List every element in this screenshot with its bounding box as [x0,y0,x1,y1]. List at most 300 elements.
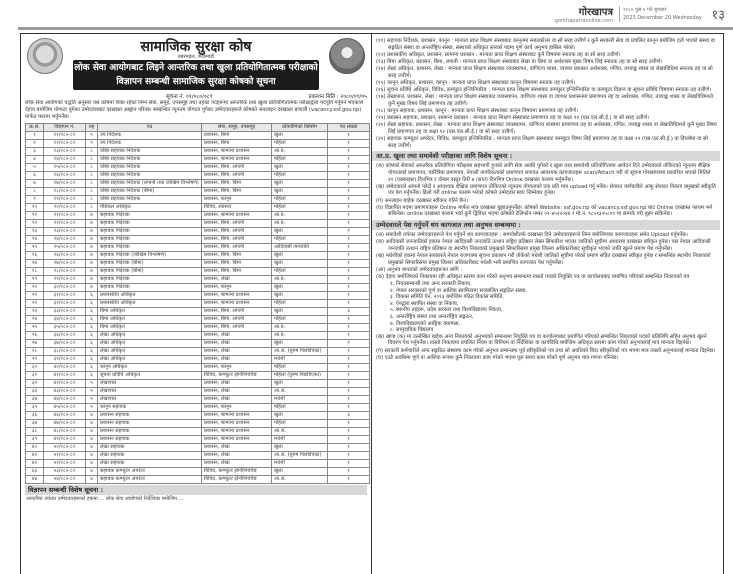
table-cell: १ [328,300,370,308]
table-cell: ३९/०८०-८१ [44,356,86,364]
table-cell: ५२/०८०-८१ [44,460,86,468]
table-cell: १८/०८०-८१ [44,188,86,196]
table-cell: प्रशासन, बिमा, बिमा [202,260,272,268]
table-cell: आ.प्र. [272,212,328,220]
table-cell: प्रशासन, लेखा [202,356,272,364]
table-row [26,260,370,268]
table-cell: लेखा सहायक [98,452,202,460]
table-header-cell: विज्ञापन नं. [44,124,86,132]
notice-right-column [372,33,724,574]
table-cell: वरिष्ठ सहायक निर्देशक [98,156,202,164]
table-header-cell: पद [98,124,202,132]
table-cell: प्रशासन, सामान्य प्रशासन [202,212,272,220]
table-cell: ६ [86,324,98,332]
table-cell: १ [328,348,370,356]
table-cell: ३२/०८०-८१ [44,300,86,308]
table-cell: १ [328,316,370,324]
publication-date: प्रकाशन मिति : २०८०/०९/०५ [308,94,367,100]
table-cell: १ [328,188,370,196]
table-cell: ४६/०८०-८१ [44,412,86,420]
table-cell: खुला [272,468,328,476]
table-cell: ७ [86,276,98,284]
table-cell: ४ [86,476,98,484]
table-cell: सहायक कम्प्युटर अपरेटर [98,468,202,476]
notice-intro: लोक सेवा आयोगको पद्धति अनुसार यस कोषमा रिक्त रहेका निम्न सेवा, समूह, उपसमूह तथा तहका पदहरूमा आन्तरिक तथा खुला प्रतियोगितात्मक परीक्षाद्वारा पदपूर्ति गर्नुपर्ने भएकाले देहाय बमोजिम योग्यता पुगेका उम्मेदवारबाट दरखास्त आह्वान गरिन्छ। सम्बन्धित न्यूनतम योग्यता पुगेका उम्मेदवारहरूले कोषको अनलाइन दरखास्त प्रणाली (vacancy.ssf.gov.np) मार्फत फाराम भर्नुपर्नेछ। [25,100,364,120]
table-row [26,284,370,292]
table-cell: वरिष्ठ सहायक निर्देशक (लगानी तथा जोखिम विश्लेषण) [98,180,202,188]
table-cell: प्रशासन, कानून [202,404,272,412]
table-cell: प्रशासन, बिमा, लगानी [202,172,272,180]
table-cell: प्रशासन, बिमा, लगानी [202,236,272,244]
table-cell: प्रशासन, लेखा [202,444,272,452]
table-cell: ४०/०८०-८१ [44,364,86,372]
table-header-cell: क्र.सं. [26,124,44,132]
ssf-umbrella-logo-icon [329,38,365,74]
table-cell: प्रशासन, लेखा [202,388,272,396]
table-cell: प्रशासन, कानून [202,196,272,204]
table-cell: महिला [272,140,328,148]
experience-item: (घ) एउटै अवधिमा पूर्ण वा आंशिक रूपमा कुनै निकायमा काम गरेको भएमा पूरा समय काम गरेको पूर्ण अनुभव मात्र गणना गरिनेछ। [376,354,619,361]
institution-list-item: ६. अन्तर्राष्ट्रिय संस्था तथा अन्तर्राष्ट्रिय सङ्गठन, [390,314,474,321]
table-cell: ६ [86,356,98,364]
table-cell: ८ [86,172,98,180]
table-cell: १९/०८०-८१ [44,196,86,204]
table-row [26,380,370,388]
table-cell: ४४ [26,476,44,484]
table-cell: ७ [26,180,44,188]
table-cell: सहायक निर्देशक [98,276,202,284]
table-cell: २३/०८०-८१ [44,228,86,236]
table-cell: १ [328,332,370,340]
document-item: (आ) अनुभव बापतको उम्मेदवारहरूका लागि : [376,266,463,273]
table-cell: ४ [86,412,98,420]
table-cell: ४ [86,436,98,444]
table-cell: ९ [86,132,98,140]
table-cell: मधेशी [272,460,328,468]
table-cell: ४ [86,420,98,428]
table-cell: प्रशासन, कानून [202,364,272,372]
issue-date [623,6,703,22]
table-cell: आ.प्र. [272,148,328,156]
table-cell: १ [328,468,370,476]
table-cell: ८ [86,204,98,212]
table-cell: प्रशासन, लेखा [202,452,272,460]
table-cell: ६ [26,172,44,180]
table-cell: ५ [86,396,98,404]
table-cell: १७/०८०-८१ [44,180,86,188]
table-cell: खुला [272,188,328,196]
table-cell: १ [328,452,370,460]
table-cell: १ [328,284,370,292]
table-cell: २७ [26,340,44,348]
paper-website: gorkhapatraonline.com [554,18,613,24]
table-cell: सहायक निर्देशक (बीमा) [98,260,202,268]
page-number: १३ [711,8,725,23]
table-cell: १ [328,436,370,444]
table-cell: ७ [86,260,98,268]
notice-left-column [20,33,372,574]
table-body [26,132,370,484]
table-cell: ४ [86,468,98,476]
table-cell: ४८/०८०-८१ [44,428,86,436]
table-header-cell: पद संख्या [328,124,370,132]
table-cell: ३ [328,308,370,316]
table-cell: २८/०८०-८१ [44,268,86,276]
table-cell: लेखा सहायक [98,444,202,452]
table-cell: ७ [86,268,98,276]
table-cell: ५ [86,388,98,396]
table-cell: १ [328,388,370,396]
paper-name: गोरखापत्र [578,7,613,18]
table-cell: प्रशासन, लेखा [202,348,272,356]
table-cell: १३ [26,228,44,236]
table-cell: उप निर्देशक [98,140,202,148]
table-header-row [26,124,370,132]
special-notice-item: (क) कोषको सेवाको आन्तरिक प्रतियोगिता परीक्षामा सहभागी हुनको लागि सेवा अवधि पुगेको र खुला तथा समावेशी प्रतियोगितामा आवेदन दिने उम्मेदवारले तोकिएको न्यूनतम शैक्षिक योग्यताको प्रमाणपत्र, चारित्रिक प्रमाणपत्र, नेपाली नागरिकताको प्रमाणपत्र लगायत आवश्यक कागजातहरू scan/Attach गरी यो सूचना गोरखापत्रमा प्रकाशित भएको मितिले २१ (एक्काइस) दिनभित्र र दोब्बर दस्तुर तिरी ७ (सात) दिनभित्र Online दरखास्त फाराम भर्नुपर्नेछ। [376,163,711,183]
table-cell: महिला [272,404,328,412]
table-row [26,188,370,196]
table-cell: १५ [26,244,44,252]
table-cell: १६/०८०-८१ [44,172,86,180]
table-cell: २ [26,140,44,148]
table-cell: ८ [86,180,98,188]
table-cell: वरिष्ठ सहायक निर्देशक [98,148,202,156]
table-cell: विविध, कम्प्युटर इन्जिनियरिङ [202,468,272,476]
table-cell: खुला [272,412,328,420]
table-cell: ६ [86,308,98,316]
banner-line-2: विज्ञापन सम्बन्धी सामाजिक सुरक्षा कोषको सूचना [116,77,276,87]
table-cell: प्रशासकीय अधिकृत [98,300,202,308]
table-row [26,388,370,396]
table-cell: ५ [86,404,98,412]
table-cell: १ [328,260,370,268]
table-cell: सहायक निर्देशक [98,212,202,220]
table-row [26,140,370,148]
table-cell: प्रशासन, सामान्य प्रशासन [202,156,272,164]
paper-brand [555,4,613,24]
table-row [26,356,370,364]
table-row [26,396,370,404]
table-cell: ४१ [26,452,44,460]
table-cell: ३७/०८०-८१ [44,340,86,348]
table-cell: ४४/०८०-८१ [44,396,86,404]
table-cell: लेखा अधिकृत [98,356,202,364]
table-cell: प्रशासन, सामान्य प्रशासन [202,436,272,444]
masthead-rule [18,27,733,30]
table-row [26,156,370,164]
table-row [26,204,370,212]
table-cell: महिला (पुरुष पिछडिएका) [272,372,328,380]
table-cell: उप निर्देशक [98,132,202,140]
table-cell: ४७/०८०-८१ [44,420,86,428]
table-cell: १ [26,132,44,140]
qualification-item: (११) सहायक निर्देशक, प्रशासन, कानून : मान्यता प्राप्त शिक्षण संस्थाबाट कानूनमा स्नातकोत्तर वा सो सरह उत्तीर्ण र कुनै सरकारी सेवा वा प्रचलित कानून बमोजिम दर्ता भएको संस्था वा सङ्गठित संस्था वा अन्तर्राष्ट्रिय संस्था, संस्थाको अधिकृत स्तरको पदमा पूर्ण कार्य अनुभव हासिल गरेको। [376,38,715,51]
table-cell: ९ [86,140,98,148]
table-row [26,444,370,452]
table-cell: प्रशासन, बिमा, लगानी [202,164,272,172]
table-cell: खुला [272,444,328,452]
table-cell: लेखापाल [98,388,202,396]
table-cell: २ [328,340,370,348]
experience-item: (ग) सरकारी कर्मचारीले अन्य सङ्गठित संस्थामा काम गरेको अनुभव सम्बन्धमा पूर्व स्वीकृतिको पत्र तथा सो अवधिको बिदा स्वीकृतिको पत्र भएमा मात्र त्यस्तो अनुभवलाई मान्यता दिइनेछ। [376,347,716,354]
table-row [26,268,370,276]
table-cell: ३६ [26,412,44,420]
table-cell: खुला [272,284,328,292]
table-cell: ९ [26,196,44,204]
table-cell: प्रशासन, सामान्य प्रशासन [202,420,272,428]
table-row [26,212,370,220]
table-cell: १२/०८०-८१ [44,140,86,148]
section-heading-special-notice: आ.प्र. खुला तथा समावेशी परीक्षाका लागि विशेष सूचना : [372,151,720,161]
table-cell: प्रशासन, लेखा [202,460,272,468]
table-cell: प्रशासन, सामान्य प्रशासन [202,412,272,420]
table-cell: १ [328,268,370,276]
table-row [26,236,370,244]
table-cell: २५ [26,324,44,332]
table-cell: प्रशासन सहायक [98,420,202,428]
table-cell: २४ [26,316,44,324]
special-notice-heading: विज्ञापन सम्बन्धी विशेष सूचना : [25,485,367,495]
table-cell: ५ [86,380,98,388]
table-cell: ८ [86,196,98,204]
table-header-cell: प्रतियोगिको किसिम [272,124,328,132]
table-cell: खुला [272,380,328,388]
table-row [26,276,370,284]
table-cell: १ [328,140,370,148]
table-row [26,180,370,188]
table-row [26,372,370,380]
qualification-item: (१६) सूचना प्रविधि अधिकृत, विविध, कम्प्युटर इन्जिनियरिङ : मान्यता प्राप्त शिक्षण संस्थाबाट कम्प्युटर इन्जिनियरिङ वा कम्प्युटर विज्ञान वा सूचना प्रविधि विषयमा स्नातक तह उत्तीर्ण। [376,87,712,94]
table-cell: खुला [272,164,328,172]
table-cell: विविध, स्वास्थ्य [202,204,272,212]
table-cell: २७/०८०-८१ [44,260,86,268]
table-cell: प्रशासन, बिमा, लगानी [202,220,272,228]
institution-list-item: १. नियतसम्बन्धी तथा अन्य सरकारी निकाय, [390,281,472,288]
table-cell: प्रशासन, बिमा, लगानी [202,228,272,236]
table-cell: ६ [86,332,98,340]
table-cell: २०/०८०-८१ [44,204,86,212]
table-cell: १५/०८०-८१ [44,164,86,172]
table-cell: ३१ [26,372,44,380]
notice-banner [73,60,319,90]
table-cell: १ [328,172,370,180]
table-cell: महिला [272,268,328,276]
table-cell: ३ [328,412,370,420]
table-cell: बिमा अधिकृत [98,316,202,324]
table-cell: १४ [26,236,44,244]
table-cell: ४ [86,428,98,436]
table-cell: सहायक कम्प्युटर अपरेटर [98,476,202,484]
table-cell: १ [328,164,370,172]
table-cell: बिमा अधिकृत [98,324,202,332]
table-row [26,340,370,348]
table-cell: २१/०८०-८१ [44,212,86,220]
table-cell: खुला [272,260,328,268]
qualification-item: (१७) लेखापाल, प्रशासन, लेखा : मान्यता प्राप्त शिक्षण संस्थाबाट व्यवस्थापन, वाणिज्य शास्त्र वा व्यापार प्रशासनमा प्रमाणपत्र तह वा अर्थशास्त्र, गणित, तथ्याङ्क शास्त्र वा लेखाविधिमध्ये कुनै मुख्य विषय लिई प्रमाणपत्र तह उत्तीर्ण। [376,94,713,107]
newspaper-masthead [0,0,733,28]
table-cell: ६ [86,372,98,380]
table-row [26,404,370,412]
table-cell: सूचना प्रविधि अधिकृत [98,372,202,380]
table-cell: कानून अधिकृत [98,364,202,372]
table-cell: १ [328,460,370,468]
table-cell: प्रशासन सहायक [98,412,202,420]
table-cell: प्रशासन, बिमा, लगानी [202,308,272,316]
institution-list-item: ७. विश्वविद्यालयको आङ्गिक क्याम्पस, [390,320,461,327]
document-item: (ख) मधेशीको हकमा नेपाल सरकारले नेपाल राजपत्रमा सूचना प्रकाशन गरी तोकेको मधेशी जातिको सूचीमा परेको प्रमाण सहित दरखास्त स्वीकृत हुनेछ र सम्बन्धित स्थानीय निकायको प्रमुखको सिफारिसमा प्रमुख जिल्ला अधिकारीबाट मधेशी भनी प्रमाणित कागजात पेश गर्नुपर्नेछ। [376,252,711,266]
table-cell: प्रशासन, बिमा, लगानी [202,316,272,324]
table-cell: प्रशासकीय अधिकृत [98,292,202,300]
table-cell: खुला [272,228,328,236]
institution-list-item: ४. ऐनद्वारा स्थापित संस्था वा निकाय, [390,300,459,307]
table-cell: ८ [26,188,44,196]
table-cell: १ [328,372,370,380]
table-cell: आ.ज. (पुरुष पिछडिएका) [272,348,328,356]
table-cell: ४९/०८०-८१ [44,436,86,444]
table-cell: महिला [272,300,328,308]
table-cell: लेखा अधिकृत [98,348,202,356]
table-cell: महिला [272,172,328,180]
table-row [26,316,370,324]
table-cell: २९/०८०-८१ [44,276,86,284]
table-cell: १ [328,324,370,332]
table-cell: ४३/०८०-८१ [44,388,86,396]
table-cell: १ [328,180,370,188]
table-cell: प्रशासन, सामान्य प्रशासन [202,148,272,156]
table-cell: ६ [86,348,98,356]
table-cell: सहायक निर्देशक [98,244,202,252]
table-cell: ३६/०८०-८१ [44,332,86,340]
table-cell: लेखापाल [98,396,202,404]
table-cell: प्रशासन, सामान्य प्रशासन [202,300,272,308]
table-cell: ४३ [26,468,44,476]
vacancy-table [25,123,370,484]
table-row [26,252,370,260]
table-row [26,412,370,420]
table-cell: २२/०८०-८१ [44,220,86,228]
table-cell: २६ [26,332,44,340]
table-cell: सहायक निर्देशक [98,220,202,228]
table-cell: १ [328,356,370,364]
table-cell: ११ [26,212,44,220]
table-cell: महिला [272,316,328,324]
table-row [26,452,370,460]
table-cell: विविध, कम्प्युटर इन्जिनियरिङ [202,476,272,484]
table-cell: बिमा अधिकृत [98,308,202,316]
table-cell: वरिष्ठ सहायक निर्देशक (बीमा) [98,188,202,196]
table-cell: आ.ज. (पुरुष पिछडिएका) [272,452,328,460]
table-cell: ३२ [26,380,44,388]
table-cell: ८ [86,148,98,156]
table-cell: १ [328,196,370,204]
table-cell: ३०/०८०-८१ [44,284,86,292]
table-cell: सहायक निर्देशक (बीमा) [98,268,202,276]
table-cell: ७ [86,212,98,220]
table-row [26,308,370,316]
table-cell: सहायक निर्देशक (जोखिम विश्लेषण) [98,252,202,260]
table-header-cell: तह [86,124,98,132]
table-cell: ७ [86,236,98,244]
qualification-item: (२०) लेखा सहायक, प्रशासन, लेखा : मान्यता प्राप्त शिक्षण संस्थाबाट व्यवस्थापन, वाणिज्य शास्त्रमा प्रमाणपत्र तह वा अर्थशास्त्र, गणित, तथ्याङ्क शास्त्र वा लेखाविधिमध्ये कुनै मुख्य विषय लिई प्रमाणपत्र तह वा कक्षा १२ (एस.एल.सी.ई.) वा सो सरह उत्तीर्ण। [376,122,717,136]
special-notice-text: आन्तरिक तर्फका उम्मेदवारहरूको हकमा ... लोक सेवा आयोगको निर्देशिका बमोजिम ... [26,496,184,502]
table-cell: २० [26,284,44,292]
table-cell: महिला [272,196,328,204]
table-cell: ८ [86,156,98,164]
table-cell: १ [328,132,370,140]
table-cell: ४ [86,460,98,468]
table-cell: ४० [26,444,44,452]
table-cell: आ.प्र. [272,332,328,340]
table-cell: ३० [26,364,44,372]
table-cell: मधेशी [272,356,328,364]
experience-item: (ख) खण्ड (क) मा उल्लेखित बाहेक अन्य निकायको अनुभवको सम्बन्धमा नियुक्ति पत्र वा कार्यालयबाट प्रमाणित गरिएको सम्बन्धित निकायको पदको प्रतिलिपि सहित अनुभव खुल्ने विवरण पेश गर्नुपर्नेछ। त्यस्तो निकायमा प्रचलित नियम वा विनियम वा निर्देशिका वा कार्यविधि बमोजिम अधिकृत स्तरमा काम गरेको अनुभवलाई मात्र मान्यता दिइनेछ। [376,333,707,347]
institution-list-item: ८. सामुदायिक विद्यालय [390,327,434,334]
table-row [26,220,370,228]
table-row [26,348,370,356]
table-cell: २८ [26,348,44,356]
table-row [26,324,370,332]
table-cell: ४ [26,156,44,164]
table-cell: २२ [26,300,44,308]
table-cell: ३८/०८०-८१ [44,348,86,356]
table-cell: आ.ज. [272,476,328,484]
org-address: बबरमहल, काठमाडौं [177,54,215,60]
table-cell: प्रशासन, लेखा [202,276,272,284]
table-cell: ४२/०८०-८१ [44,380,86,388]
table-cell: १ [328,148,370,156]
table-cell: १३/०८०-८१ [44,148,86,156]
table-cell: ४ [86,452,98,460]
table-row [26,228,370,236]
table-cell: विविध, कम्प्युटर इन्जिनियरिङ [202,372,272,380]
table-cell: प्रशासन, सामान्य प्रशासन [202,292,272,300]
table-cell: आ.प्र. [272,220,328,228]
table-cell: १ [328,204,370,212]
table-cell: प्रशासन सहायक [98,428,202,436]
institution-list-item: ३. विकास समिति ऐन, २०१३ बमोजिम गठित विकास समिति, [390,294,504,301]
table-cell: ३९ [26,436,44,444]
table-header-cell: सेवा, समूह, उपसमूह [202,124,272,132]
table-cell: ४५/०८०-८१ [44,404,86,412]
table-cell: १ [328,444,370,452]
table-cell: कानून सहायक [98,404,202,412]
table-cell: प्रशासन, बिमा [202,132,272,140]
table-cell: १ [328,292,370,300]
table-cell: १ [328,156,370,164]
table-row [26,292,370,300]
table-cell: प्रशासन, सामान्य प्रशासन [202,428,272,436]
table-cell: १६ [26,252,44,260]
table-cell: ५०/०८०-८१ [44,444,86,452]
table-cell: ११/०८०-८१ [44,132,86,140]
table-cell: १ [328,404,370,412]
table-cell: आ.ज. [272,428,328,436]
table-cell: ८ [86,164,98,172]
table-cell: प्रशासन, बिमा [202,140,272,148]
qualification-item: (१४) लेखा अधिकृत, प्रशासन, लेखा : मान्यता प्राप्त शिक्षण संस्थाबाट व्यवस्थापन, वाणिज्य शास्त्र, व्यापार प्रशासन अर्थशास्त्र, गणित, तथ्याङ्क शास्त्र वा लेखाविधिमा स्नातक तह वा सो सरह उत्तीर्ण। [376,66,713,79]
table-cell: ८ [86,188,98,196]
institution-list-item: २. नेपाल सरकारको पूर्ण वा आंशिक स्वामित्वमा सञ्चालित सङ्गठित संस्था, [390,287,528,294]
table-cell: प्रशासन, बिमा, लगानी [202,244,272,252]
table-cell: खुला [272,132,328,140]
qualification-item: (१३) बिमा अधिकृत, प्रशासन, बिमा, लगानी : मान्यता प्राप्त शिक्षण संस्थाबाट लेखा वा बिमा वा अर्थशास्त्र मुख्य विषय लिई स्नातक तह वा सो सरह उत्तीर्ण। [376,58,663,65]
table-cell: प्रशासन, कानून [202,284,272,292]
table-cell: सहायक निर्देशक [98,228,202,236]
table-cell: वरिष्ठ सहायक निर्देशक [98,172,202,180]
table-row [26,420,370,428]
table-cell: आदिवासी जनजाति [272,244,328,252]
table-cell: महिला [272,364,328,372]
